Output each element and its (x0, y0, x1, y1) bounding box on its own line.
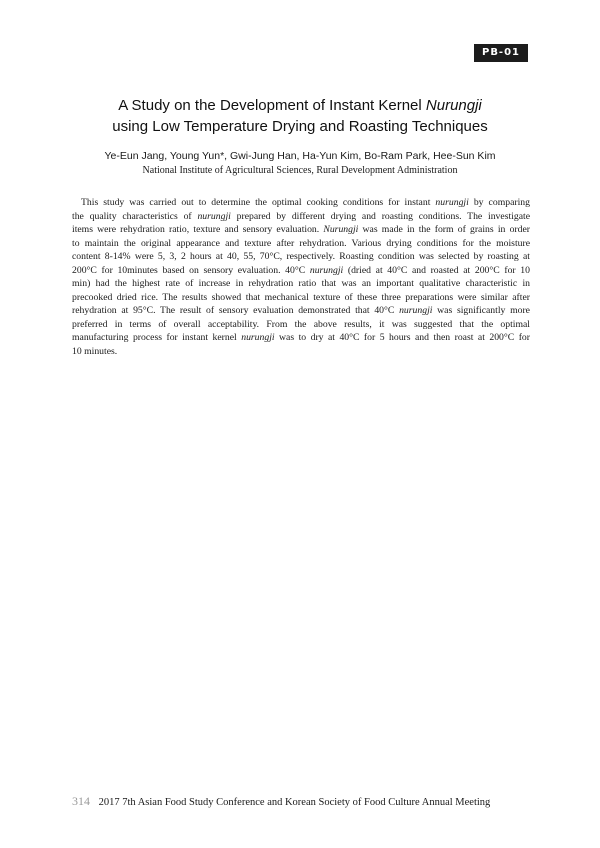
abstract-text: manufacturing process for instant kernel (72, 332, 242, 343)
abstract-text: to maintain the original appearance and texture after rehydration. Various drying conditions for the moisture (72, 237, 530, 249)
italic-term: nurungji (435, 197, 469, 208)
abstract (72, 196, 530, 358)
abstract-line (72, 291, 530, 305)
abstract-text: was to dry at 40°C for 5 hours and then roast at 200°C for (274, 332, 530, 343)
abstract-line (72, 237, 530, 251)
abstract-line (72, 318, 530, 332)
authors: Ye-Eun Jang, Young Yun*, Gwi-Jung Han, Ha-Yun Kim, Bo-Ram Park, Hee-Sun Kim (104, 150, 496, 162)
abstract-line (72, 250, 530, 264)
abstract-text: 200°C for 10minutes based on sensory evaluation. 40°C (72, 264, 310, 276)
abstract-text: preferred in terms of overall acceptability. From the above results, it was suggested that the optimal (72, 318, 530, 330)
italic-term: nurungji (241, 332, 275, 343)
abstract-text: precooked dried rice. The results showed that mechanical texture of these three preparations were similar after (72, 291, 530, 303)
conference-name: 2017 7th Asian Food Study Conference and Korean Society of Food Culture Annual Meeting (98, 797, 491, 808)
abstract-text: was significantly more (432, 305, 530, 316)
title-line-2: using Low Temperature Drying and Roasting Techniques (112, 118, 488, 135)
abstract-text: items were rehydration ratio, texture and sensory evaluation. (72, 224, 324, 235)
abstract-line (72, 304, 530, 318)
abstract-text: min) had the highest rate of increase in rehydration ratio that was an important qualitative characteristic in (72, 278, 530, 289)
abstract-text: was made in the form of grains in order (358, 224, 531, 235)
abstract-line (72, 210, 530, 224)
abstract-text: (dried at 40°C and roasted at 200°C for 10 (343, 264, 530, 276)
abstract-text: rehydration at 95°C. The result of sensory evaluation demonstrated that 40°C (72, 305, 400, 316)
abstract-text: by comparing (468, 197, 530, 208)
abstract-line (72, 264, 530, 278)
italic-term: nurungji (197, 210, 231, 222)
page-number: 314 (72, 794, 90, 808)
abstract-line (72, 277, 530, 291)
abstract-line (72, 223, 530, 237)
poster-code-badge: PB-01 (474, 44, 528, 62)
abstract-text: This study was carried out to determine the optimal cooking conditions for instant (81, 197, 436, 208)
abstract-line (72, 331, 530, 345)
title-italic-term: Nurungji (425, 97, 482, 114)
abstract-text: content 8-14% were 5, 3, 2 hours at 40, 55, 70°C, respectively. Roasting condition was selected by roasting at (72, 251, 530, 262)
abstract-text: the quality characteristics of (72, 210, 198, 222)
abstract-text: prepared by different drying and roasting conditions. The investigate (230, 210, 530, 222)
abstract-line (72, 345, 530, 359)
title-line-1 (40, 96, 560, 116)
italic-term: Nurungji (323, 224, 359, 235)
abstract-text: 10 minutes. (72, 345, 118, 357)
abstract-line (72, 196, 530, 210)
title-text: A Study on the Development of Instant Kernel (118, 97, 426, 114)
italic-term: nurungji (399, 305, 433, 316)
italic-term: nurungji (309, 264, 344, 276)
affiliation: National Institute of Agricultural Sciences, Rural Development Administration (142, 165, 458, 176)
page-footer (72, 794, 530, 810)
